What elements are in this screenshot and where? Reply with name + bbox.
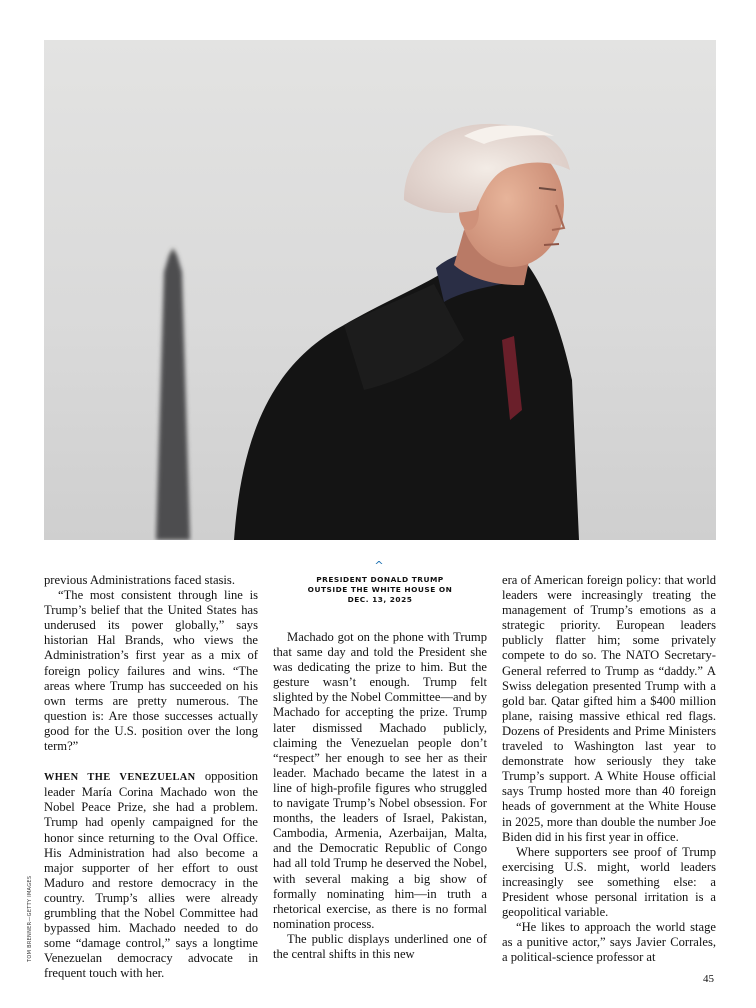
photo-credit: TOM BRENNER—GETTY IMAGES [27,875,33,962]
paragraph: Machado got on the phone with Trump that same day and told the President she was dedicating the prize to him. But the gesture wasn’t enough. Trump felt slighted by the Nobel Committee—and by Machado for accepting the prize. Trump later dismissed Machado publicly, claiming the Venezuelan people don’t “respect” her enough to see her as their leader. Machado became the latest in a line of high-profile figures who struggled to navigate Trump’s Nobel obsession. For months, the leaders of Israel, Pakistan, Cambodia, Armenia, Azerbaijan, Malta, and the Democratic Republic of Congo had all told Trump he deserved the Nobel, with several making a big show of formally nominating him—in truth a rhetorical exercise, as there is no formal nomination process. [273,630,487,931]
section-lead-in: WHEN THE VENEZUELAN [44,772,196,784]
paragraph: “The most consistent through line is Trump’s belief that the United States has underused its power globally,” says historian Hal Brands, who views the Administration’s first year as a mix of foreign policy failures and wins. “The areas where Trump has succeeded on his own terms are pretty numerous. The question is: Are those successes actually good for the U.S. position over the long term?” [44,588,258,754]
caption-arrow-icon: ^ [374,559,384,572]
column-1 [44,573,258,981]
paragraph: previous Administrations faced stasis. [44,573,235,587]
paragraph: The public displays underlined one of the central shifts in this new [273,931,487,961]
column-2 [273,630,487,962]
caption-line: OUTSIDE THE WHITE HOUSE ON [307,585,453,594]
paragraph [44,769,258,981]
paragraph: Where supporters see proof of Trump exercising U.S. might, world leaders increasingly see something else: a President whose personal irritation is a geopolitical variable. [502,844,716,920]
paragraph: era of American foreign policy: that world leaders were increasingly treating the management of Trump’s emotions as a strategic priority. European leaders publicly flatter him; some privately compete to do so. The NATO Secretary-General referred to Trump as “daddy.” A Swiss delegation presented Trump with a gold bar. Qatar gifted him a $400 million plane, raising massive ethical red flags. Dozens of Presidents and Prime Ministers traveled to Washington last year to demonstrate how seriously they take Trump’s support. A White House official says Trump hosted more than 40 foreign heads of government at the White House in 2025, more than double the number Joe Biden did in his first year in office. [502,573,716,844]
photo-caption [290,575,470,605]
hero-photo [44,40,716,540]
paragraph-text: opposition leader María Corina Machado won the Nobel Peace Prize, she had a problem. Trump had openly campaigned for the honor since returning to the Oval Office. His Administration had also become a major supporter of her effort to oust Maduro and restore democracy in the country. Trump’s allies were already grumbling that the Nobel Committee had bypassed him. Machado needed to do some “damage control,” says a longtime Venezuelan democracy advocate in frequent touch with her. [44,769,258,981]
column-3 [502,573,716,965]
caption-line: PRESIDENT DONALD TRUMP [316,575,444,584]
paragraph: “He likes to approach the world stage as a punitive actor,” says Javier Corrales, a political-science professor at [502,920,716,965]
page-number: 45 [703,973,714,985]
photo-illustration [44,40,716,540]
caption-line: DEC. 13, 2025 [347,595,413,604]
